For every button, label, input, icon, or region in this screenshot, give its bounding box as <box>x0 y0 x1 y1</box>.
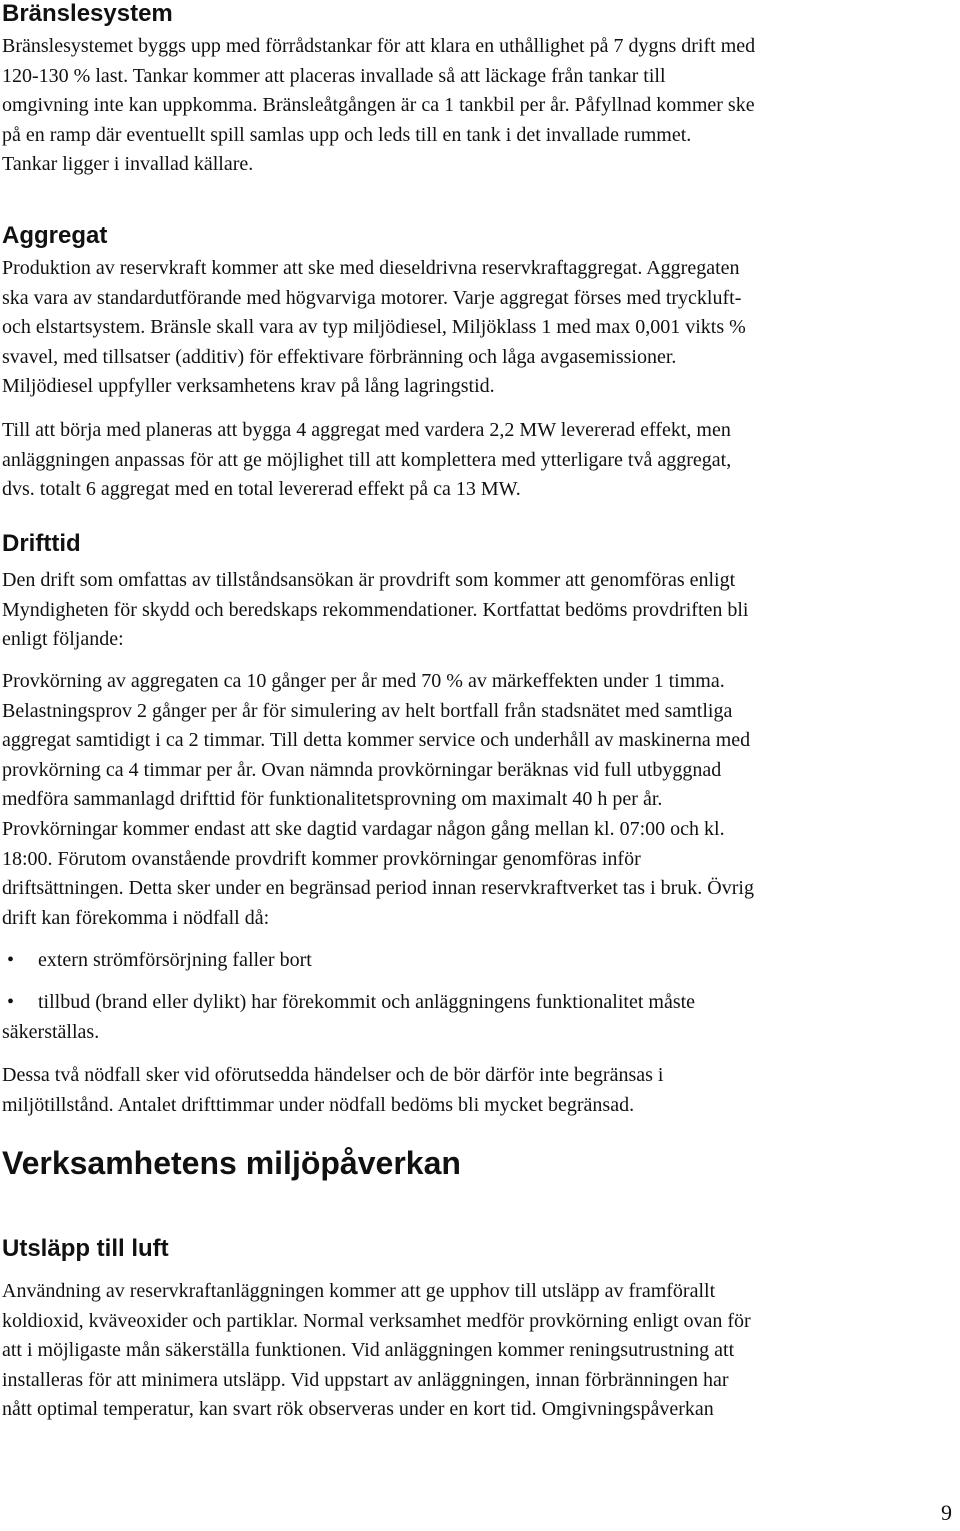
paragraph-drifttid-2 <box>2 667 954 933</box>
text-line: att i möjligaste mån säkerställa funktionen. Vid anläggningen kommer reningsutrustning att <box>2 1339 735 1362</box>
paragraph-bransle <box>2 32 954 180</box>
paragraph-drifttid-3 <box>2 1061 954 1120</box>
text-line: Dessa två nödfall sker vid oförutsedda händelser och de bör därför inte begränsas i <box>2 1064 664 1086</box>
heading-bransle: Bränslesystem <box>2 0 173 27</box>
text-line: aggregat samtidigt i ca 2 timmar. Till detta kommer service och underhåll av maskinerna med <box>2 729 751 752</box>
text-line: dvs. totalt 6 aggregat med en total levererad effekt på ca 13 MW. <box>2 478 521 501</box>
text-line: provkörning ca 4 timmar per år. Ovan nämnda provkörningar beräknas vid full utbyggnad <box>2 758 722 781</box>
paragraph-aggregat-2 <box>2 416 954 505</box>
text-line: installeras för att minimera utsläpp. Vid uppstart av anläggningen, innan förbränningen har <box>2 1368 729 1391</box>
bullet-icon: • <box>7 949 15 971</box>
text-line: ska vara av standardutförande med högvarviga motorer. Varje aggregat förses med tryckluft- <box>2 286 742 309</box>
text-line: anläggningen anpassas för att ge möjlighet till att komplettera med ytterligare två aggregat, <box>2 448 732 471</box>
text-line: omgivning inte kan uppkomma. Bränsleåtgången är ca 1 tankbil per år. Påfyllnad kommer ske <box>2 94 755 117</box>
heading-utslapp: Utsläpp till luft <box>2 1235 169 1262</box>
text-line: Myndigheten för skydd och beredskaps rekommendationer. Kortfattat bedöms provdriften bli <box>2 598 749 621</box>
text-line: Belastningsprov 2 gånger per år för simulering av helt bortfall från stadsnätet med samtliga <box>2 699 733 722</box>
text-line: enligt följande: <box>2 628 124 651</box>
text-line: Produktion av reservkraft kommer att ske med dieseldrivna reservkraftaggregat. Aggregaten <box>2 257 740 279</box>
paragraph-aggregat-1 <box>2 254 954 402</box>
text-line: 18:00. Förutom ovanstående provdrift kommer provkörningar genomföras inför <box>2 847 641 870</box>
text-line: Tankar ligger i invallad källare. <box>2 153 254 176</box>
list-item-text: säkerställas. <box>2 1020 100 1043</box>
text-line: drift kan förekomma i nödfall då: <box>2 906 270 929</box>
heading-aggregat: Aggregat <box>2 222 108 249</box>
heading-drifttid: Drifttid <box>2 530 81 557</box>
text-line: 120-130 % last. Tankar kommer att placeras invallade så att läckage från tankar till <box>2 64 666 87</box>
page-number: 9 <box>941 1500 952 1525</box>
bullet-icon: • <box>7 991 15 1013</box>
text-line: Den drift som omfattas av tillståndsansökan är provdrift som kommer att genomföras enligt <box>2 569 736 591</box>
list-item-text: extern strömförsörjning faller bort <box>38 949 312 971</box>
text-line: Provkörningar kommer endast att ske dagtid vardagar någon gång mellan kl. 07:00 och kl. <box>2 817 725 840</box>
text-line: driftsättningen. Detta sker under en begränsad period innan reservkraftverket tas i bruk. Övrig <box>2 877 754 900</box>
text-line: och elstartsystem. Bränsle skall vara av typ miljödiesel, Miljöklass 1 med max 0,001 vikts % <box>2 316 746 339</box>
list-item <box>2 988 954 1047</box>
text-line: nått optimal temperatur, kan svart rök observeras under en kort tid. Omgivningspåverkan <box>2 1398 714 1421</box>
paragraph-utslapp <box>2 1277 954 1425</box>
text-line: Till att börja med planeras att bygga 4 aggregat med vardera 2,2 MW levererad effekt, men <box>2 419 731 441</box>
paragraph-drifttid-1 <box>2 566 954 655</box>
list-item <box>2 946 954 976</box>
text-line: på en ramp där eventuellt spill samlas upp och leds till en tank i det invallade rummet. <box>2 123 692 146</box>
text-line: Bränslesystemet byggs upp med förrådstankar för att klara en uthållighet på 7 dygns drift med <box>2 35 756 57</box>
list-item-text: tillbud (brand eller dylikt) har förekommit och anläggningens funktionalitet måste <box>38 991 696 1013</box>
heading-miljopaverkan: Verksamhetens miljöpåverkan <box>2 1145 461 1181</box>
text-line: svavel, med tillsatser (additiv) för effektivare förbränning och låga avgasemissioner. <box>2 345 677 368</box>
text-line: Användning av reservkraftanläggningen kommer att ge upphov till utsläpp av framförallt <box>2 1280 716 1302</box>
text-line: koldioxid, kväveoxider och partiklar. Normal verksamhet medför provkörning enligt ovan för <box>2 1309 751 1332</box>
text-line: medföra sammanlagd drifttid för funktionalitetsprovning om maximalt 40 h per år. <box>2 788 663 811</box>
text-line: miljötillstånd. Antalet drifttimmar under nödfall bedöms bli mycket begränsad. <box>2 1093 635 1116</box>
text-line: Miljödiesel uppfyller verksamhetens krav på lång lagringstid. <box>2 375 495 398</box>
text-line: Provkörning av aggregaten ca 10 gånger per år med 70 % av märkeffekten under 1 timma. <box>2 670 725 692</box>
